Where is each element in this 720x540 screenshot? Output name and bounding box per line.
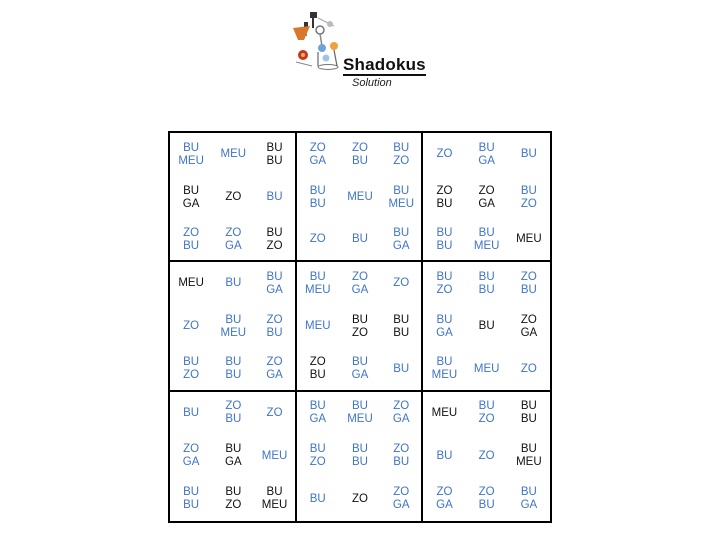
grid-cell bbox=[170, 133, 212, 176]
grid-cell bbox=[254, 176, 296, 219]
grid-cell bbox=[381, 262, 423, 305]
cell-symbol: MEU bbox=[347, 191, 373, 204]
cell-symbol: GA bbox=[266, 283, 283, 296]
cell-symbol: BU bbox=[478, 283, 495, 296]
grid-cell bbox=[339, 392, 381, 435]
cell-symbol: BU bbox=[309, 369, 326, 382]
cell-symbol: BU bbox=[436, 313, 453, 326]
cell-symbol: ZO bbox=[352, 326, 368, 339]
cell-symbol: MEU bbox=[388, 197, 414, 210]
grid-cell bbox=[297, 435, 339, 478]
cell-symbol: BU bbox=[436, 449, 453, 462]
cell-symbol: BU bbox=[225, 277, 242, 290]
cell-symbol: GA bbox=[392, 499, 410, 512]
cell-symbol: BU bbox=[266, 226, 283, 239]
cell-symbol: BU bbox=[436, 239, 453, 252]
cell-symbol: BU bbox=[393, 313, 410, 326]
cell-symbol: ZO bbox=[436, 486, 453, 499]
cell-symbol: MEU bbox=[347, 413, 373, 426]
cell-symbol: GA bbox=[436, 499, 453, 512]
cell-symbol: ZO bbox=[183, 369, 200, 382]
cell-symbol: MEU bbox=[261, 449, 288, 462]
cell-symbol: GA bbox=[225, 456, 242, 469]
grid-cell bbox=[339, 262, 381, 305]
grid-cell bbox=[254, 133, 296, 176]
cell-symbol: MEU bbox=[516, 233, 542, 246]
cell-symbol: ZO bbox=[520, 362, 537, 375]
grid-cell bbox=[381, 133, 423, 176]
grid-cell bbox=[297, 176, 339, 219]
cell-symbol: BU bbox=[266, 141, 283, 154]
grid-cell bbox=[381, 478, 423, 521]
cell-symbol: ZO bbox=[309, 456, 326, 469]
cell-symbol: ZO bbox=[266, 356, 283, 369]
grid-cell bbox=[297, 133, 339, 176]
cell-symbol: MEU bbox=[261, 499, 288, 512]
cell-symbol: GA bbox=[478, 154, 495, 167]
grid-cell bbox=[508, 219, 550, 262]
grid-cell bbox=[508, 435, 550, 478]
cell-symbol: ZO bbox=[225, 191, 242, 204]
cell-symbol: ZO bbox=[309, 356, 326, 369]
cell-symbol: ZO bbox=[225, 226, 242, 239]
cell-symbol: BU bbox=[478, 320, 495, 333]
grid-cell bbox=[339, 478, 381, 521]
grid-cell bbox=[212, 435, 254, 478]
grid-cell bbox=[339, 349, 381, 392]
cell-symbol: MEU bbox=[304, 283, 331, 296]
cell-symbol: ZO bbox=[436, 184, 453, 197]
cell-symbol: ZO bbox=[352, 492, 368, 505]
grid-cell bbox=[254, 262, 296, 305]
grid-cell bbox=[381, 305, 423, 348]
grid-cell bbox=[254, 435, 296, 478]
grid-cell bbox=[339, 435, 381, 478]
cell-symbol: GA bbox=[309, 413, 327, 426]
cell-symbol: BU bbox=[436, 197, 453, 210]
cell-symbol: ZO bbox=[352, 270, 368, 283]
cell-symbol: MEU bbox=[516, 456, 542, 469]
cell-symbol: BU bbox=[183, 486, 200, 499]
cell-symbol: BU bbox=[520, 148, 537, 161]
cell-symbol: ZO bbox=[520, 270, 537, 283]
cell-symbol: BU bbox=[436, 226, 453, 239]
cell-symbol: BU bbox=[266, 270, 283, 283]
cell-symbol: BU bbox=[520, 486, 537, 499]
grid-cell bbox=[297, 262, 339, 305]
grid-cell bbox=[339, 176, 381, 219]
cell-symbol: BU bbox=[478, 499, 495, 512]
cell-symbol: MEU bbox=[473, 239, 500, 252]
cell-symbol: ZO bbox=[436, 148, 453, 161]
grid-cell bbox=[508, 478, 550, 521]
grid-cell bbox=[212, 478, 254, 521]
cell-symbol: BU bbox=[393, 362, 410, 375]
cell-symbol: BU bbox=[225, 313, 242, 326]
cell-symbol: BU bbox=[520, 413, 537, 426]
cell-symbol: ZO bbox=[393, 400, 410, 413]
grid-cell bbox=[339, 219, 381, 262]
cell-symbol: BU bbox=[183, 239, 200, 252]
cell-symbol: BU bbox=[266, 486, 283, 499]
grid-cell bbox=[466, 219, 508, 262]
cell-symbol: BU bbox=[183, 141, 200, 154]
cell-symbol: BU bbox=[520, 184, 537, 197]
page-subtitle: Solution bbox=[352, 77, 392, 89]
grid-cell bbox=[381, 176, 423, 219]
sudoku-grid bbox=[168, 131, 552, 523]
cell-symbol: ZO bbox=[478, 184, 495, 197]
grid-cell bbox=[297, 219, 339, 262]
cell-symbol: BU bbox=[436, 356, 453, 369]
cell-symbol: BU bbox=[352, 400, 368, 413]
grid-cell bbox=[423, 176, 465, 219]
cell-symbol: GA bbox=[182, 197, 200, 210]
grid-cell bbox=[508, 133, 550, 176]
grid-cell bbox=[212, 392, 254, 435]
grid-cell bbox=[508, 262, 550, 305]
cell-symbol: GA bbox=[351, 283, 369, 296]
cell-symbol: BU bbox=[225, 356, 242, 369]
cell-symbol: BU bbox=[309, 270, 326, 283]
cell-symbol: BU bbox=[520, 443, 537, 456]
cell-symbol: BU bbox=[309, 492, 326, 505]
grid-cell bbox=[170, 176, 212, 219]
grid-cell bbox=[508, 176, 550, 219]
cell-symbol: BU bbox=[393, 226, 410, 239]
grid-cell bbox=[423, 262, 465, 305]
cell-symbol: BU bbox=[309, 443, 326, 456]
cell-symbol: ZO bbox=[393, 154, 410, 167]
cell-symbol: BU bbox=[266, 191, 283, 204]
cell-symbol: ZO bbox=[436, 283, 453, 296]
grid-cell bbox=[170, 305, 212, 348]
cell-symbol: BU bbox=[266, 326, 283, 339]
cell-symbol: BU bbox=[309, 197, 326, 210]
grid-cell bbox=[381, 219, 423, 262]
grid-cell bbox=[381, 349, 423, 392]
cell-symbol: GA bbox=[182, 456, 200, 469]
cell-symbol: BU bbox=[352, 456, 368, 469]
grid-cell bbox=[297, 392, 339, 435]
cell-symbol: ZO bbox=[393, 277, 410, 290]
cell-symbol: ZO bbox=[393, 486, 410, 499]
grid-cell bbox=[170, 392, 212, 435]
grid-cell bbox=[297, 478, 339, 521]
cell-symbol: BU bbox=[352, 443, 368, 456]
grid-cell bbox=[170, 478, 212, 521]
cell-symbol: ZO bbox=[520, 313, 537, 326]
cell-symbol: BU bbox=[436, 270, 453, 283]
cell-symbol: BU bbox=[183, 356, 200, 369]
grid-cell bbox=[297, 349, 339, 392]
grid-cell bbox=[170, 349, 212, 392]
cell-symbol: MEU bbox=[178, 277, 204, 290]
cell-symbol: MEU bbox=[220, 326, 247, 339]
cell-symbol: GA bbox=[225, 239, 242, 252]
grid-cell bbox=[212, 219, 254, 262]
cell-symbol: ZO bbox=[266, 239, 283, 252]
cell-symbol: GA bbox=[520, 499, 538, 512]
cell-symbol: BU bbox=[520, 283, 537, 296]
grid-cell bbox=[170, 262, 212, 305]
cell-symbol: ZO bbox=[183, 320, 200, 333]
cell-symbol: BU bbox=[225, 369, 242, 382]
cell-symbol: BU bbox=[393, 141, 410, 154]
grid-cell bbox=[254, 478, 296, 521]
grid-cell bbox=[423, 435, 465, 478]
cell-symbol: BU bbox=[352, 356, 368, 369]
cell-symbol: BU bbox=[352, 233, 368, 246]
cell-symbol: MEU bbox=[431, 406, 458, 419]
grid-cell bbox=[254, 305, 296, 348]
page-title: Shadokus bbox=[343, 55, 426, 74]
grid-cell bbox=[466, 176, 508, 219]
cell-symbol: BU bbox=[266, 154, 283, 167]
cell-symbol: ZO bbox=[225, 400, 242, 413]
cell-symbol: BU bbox=[520, 400, 537, 413]
grid-cell bbox=[466, 478, 508, 521]
cell-symbol: BU bbox=[393, 456, 410, 469]
cell-symbol: BU bbox=[478, 226, 495, 239]
cell-symbol: BU bbox=[183, 406, 200, 419]
grid-cell bbox=[466, 349, 508, 392]
cell-symbol: GA bbox=[266, 369, 283, 382]
shadokus-logo bbox=[290, 10, 350, 72]
cell-symbol: BU bbox=[393, 326, 410, 339]
cell-symbol: ZO bbox=[183, 226, 200, 239]
grid-cell bbox=[339, 133, 381, 176]
grid-cell bbox=[254, 392, 296, 435]
grid-cell bbox=[297, 305, 339, 348]
grid-cell bbox=[466, 133, 508, 176]
grid-cell bbox=[423, 392, 465, 435]
grid-cell bbox=[423, 219, 465, 262]
cell-symbol: BU bbox=[478, 270, 495, 283]
grid-cell bbox=[339, 305, 381, 348]
cell-symbol: GA bbox=[392, 239, 410, 252]
grid-cell bbox=[212, 133, 254, 176]
cell-symbol: BU bbox=[478, 400, 495, 413]
cell-symbol: BU bbox=[225, 413, 242, 426]
grid-cell bbox=[508, 392, 550, 435]
cell-symbol: BU bbox=[309, 400, 326, 413]
grid-cell bbox=[466, 435, 508, 478]
cell-symbol: BU bbox=[225, 486, 242, 499]
grid-cell bbox=[508, 305, 550, 348]
cell-symbol: BU bbox=[393, 184, 410, 197]
cell-symbol: ZO bbox=[478, 449, 495, 462]
grid-cell bbox=[466, 262, 508, 305]
cell-symbol: ZO bbox=[309, 233, 326, 246]
cell-symbol: ZO bbox=[478, 413, 495, 426]
cell-symbol: GA bbox=[309, 154, 327, 167]
cell-symbol: MEU bbox=[473, 362, 500, 375]
cell-symbol: ZO bbox=[352, 141, 368, 154]
grid-cell bbox=[212, 176, 254, 219]
cell-symbol: BU bbox=[183, 184, 200, 197]
grid-cell bbox=[254, 349, 296, 392]
cell-symbol: MEU bbox=[220, 148, 247, 161]
cell-symbol: ZO bbox=[266, 406, 283, 419]
grid-cell bbox=[170, 435, 212, 478]
cell-symbol: BU bbox=[309, 184, 326, 197]
grid-cell bbox=[508, 349, 550, 392]
cell-symbol: GA bbox=[478, 197, 495, 210]
grid-cell bbox=[423, 478, 465, 521]
cell-symbol: GA bbox=[436, 326, 453, 339]
cell-symbol: ZO bbox=[225, 499, 242, 512]
cell-symbol: GA bbox=[351, 369, 369, 382]
grid-cell bbox=[212, 349, 254, 392]
cell-symbol: ZO bbox=[478, 486, 495, 499]
grid-cell bbox=[212, 262, 254, 305]
cell-symbol: BU bbox=[478, 141, 495, 154]
grid-cell bbox=[423, 349, 465, 392]
cell-symbol: GA bbox=[392, 413, 410, 426]
cell-symbol: BU bbox=[352, 154, 368, 167]
grid-cell bbox=[212, 305, 254, 348]
cell-symbol: BU bbox=[225, 443, 242, 456]
cell-symbol: MEU bbox=[431, 369, 458, 382]
cell-symbol: ZO bbox=[309, 141, 326, 154]
grid-cell bbox=[381, 392, 423, 435]
cell-symbol: ZO bbox=[183, 443, 200, 456]
grid-cell bbox=[466, 305, 508, 348]
grid-cell bbox=[423, 133, 465, 176]
cell-symbol: GA bbox=[520, 326, 538, 339]
cell-symbol: MEU bbox=[178, 154, 204, 167]
grid-cell bbox=[423, 305, 465, 348]
grid-cell bbox=[466, 392, 508, 435]
cell-symbol: BU bbox=[183, 499, 200, 512]
grid-cell bbox=[170, 219, 212, 262]
cell-symbol: ZO bbox=[393, 443, 410, 456]
grid-cell bbox=[254, 219, 296, 262]
cell-symbol: ZO bbox=[266, 313, 283, 326]
grid-cell bbox=[381, 435, 423, 478]
cell-symbol: ZO bbox=[520, 197, 537, 210]
cell-symbol: BU bbox=[352, 313, 368, 326]
cell-symbol: MEU bbox=[304, 320, 331, 333]
